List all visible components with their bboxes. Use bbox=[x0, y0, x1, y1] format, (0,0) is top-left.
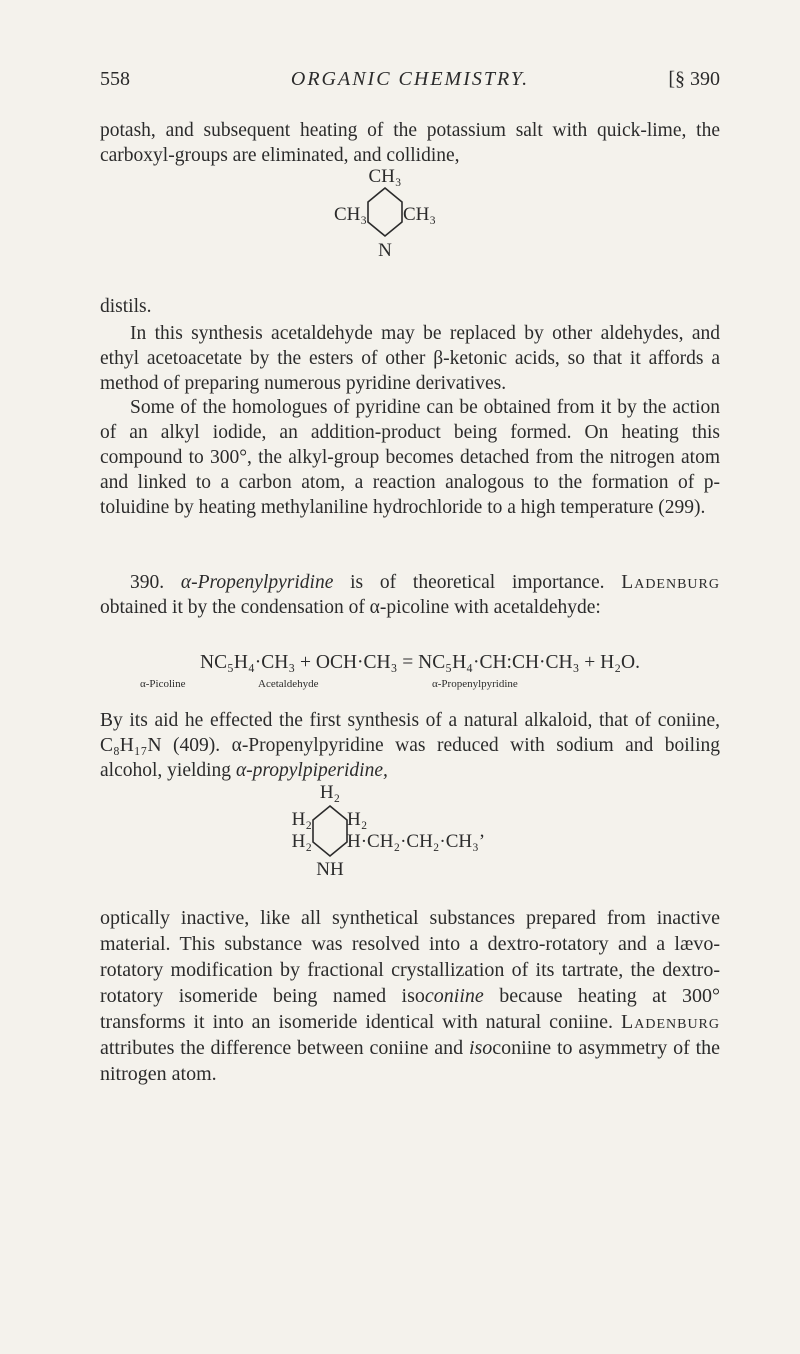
propylpiperidine-structure bbox=[280, 780, 560, 904]
equation-labels bbox=[140, 678, 700, 692]
paragraph-collidine-intro: potash, and subsequent heating of the potassium salt with quick-lime, the carboxyl-groups are eliminated, and collidine, bbox=[100, 120, 720, 166]
paragraph-homologues: Some of the homologues of pyridine can be obtained from it by the action of an alkyl iodide, an addition-product being formed. On heating this compound to 300°, the alkyl-group becomes detached from the nitrogen atom and linked to a carbon atom, a reaction analogous to the formation of p-toluidine by heating methylaniline hydrochloride to a high temperature (299). bbox=[100, 397, 720, 518]
running-title: ORGANIC CHEMISTRY. bbox=[290, 68, 530, 90]
ring-upper-right-h2: H₂ bbox=[347, 809, 368, 830]
page-header bbox=[100, 68, 720, 100]
author-name-2: Ladenburg bbox=[621, 1011, 720, 1033]
compound-name: α-Propenylpyridine bbox=[180, 572, 334, 593]
section-number: 390. bbox=[130, 572, 165, 593]
collidine-nitrogen: N bbox=[378, 240, 392, 261]
propylpiperidine-term: α-propylpiperidine, bbox=[235, 760, 388, 781]
ring-upper-left-h2: H₂ bbox=[291, 809, 312, 830]
ring-nh: NH bbox=[316, 859, 344, 880]
label-propenylpyridine: α-Propenylpyridine bbox=[432, 678, 518, 690]
paragraph-synthesis: In this synthesis acetaldehyde may be replaced by other aldehydes, and ethyl acetoacetate by the esters of other β-ketonic acids, so that it affords a method of preparing numerous pyridine derivatives. bbox=[100, 323, 720, 394]
ring-lower-left-h2: H₂ bbox=[291, 831, 312, 852]
collidine-right-group: CH₃ bbox=[403, 204, 437, 225]
paragraph-propenylpyridine: 390. α-Propenylpyridine is of theoretical importance. Ladenburg obtained it by the condensation of α-picoline with acetaldehyde: bbox=[100, 572, 720, 618]
condensation-equation: NC₅H₄·CH₃ + OCH·CH₃ = NC₅H₄·CH:CH·CH₃ + H₂O. bbox=[199, 652, 641, 673]
paragraph-coniine-synthesis: By its aid he effected the first synthesis of a natural alkaloid, that of coniine, C₈H₁₇N (409). α-Propenylpyridine was reduced with sodium and boiling alcohol, yielding α-propylpiperidine, bbox=[100, 710, 720, 781]
author-name: Ladenburg bbox=[621, 572, 720, 593]
coniine-term: coniine bbox=[424, 985, 484, 1007]
collidine-top-group: CH₃ bbox=[368, 166, 402, 187]
label-picoline: α-Picoline bbox=[140, 678, 186, 690]
collidine-left-group: CH₃ bbox=[333, 204, 367, 225]
paragraph-optical-activity: optically inactive, like all synthetical substances prepared from inactive material. This substance was resolved into a dextro-rotatory and a lævo-rotatory modification by fractional crystallization of its tartrate, the dextro-rotatory isomeride being named isoconiine because heating at 300° transforms it into an isomeride identical with natural coniine. Ladenburg attributes the difference between coniine and isoconiine to asymmetry of the nitrogen atom. bbox=[100, 907, 721, 1085]
page-number: 558 bbox=[100, 68, 130, 90]
label-acetaldehyde: Acetaldehyde bbox=[258, 678, 319, 690]
collidine-structure bbox=[330, 164, 440, 282]
ring-top-h2: H₂ bbox=[319, 782, 341, 803]
distils-text: distils. bbox=[100, 296, 152, 317]
section-marker: [§ 390 bbox=[668, 68, 720, 90]
propyl-substituent: H·CH₂·CH₂·CH₃’ bbox=[347, 831, 486, 852]
